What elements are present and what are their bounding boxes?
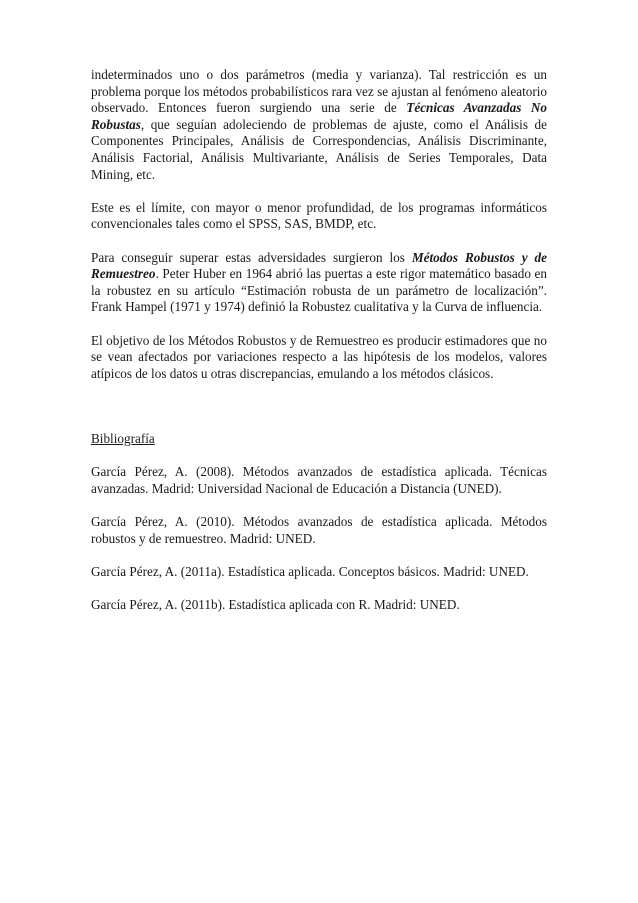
paragraph-text: Para conseguir superar estas adversidades surgieron los — [91, 249, 412, 265]
paragraph-text: indeterminados uno o dos parámetros (media y varianza). Tal restricción es un problema porque los métodos probabilísticos rara vez se ajustan al fenómeno aleatorio observado. Entonces fueron surgiendo una serie de — [91, 67, 547, 116]
emphasis-text: Técnicas Avanzadas No Robustas — [91, 100, 547, 132]
paragraph-text: . Peter Huber en 1964 abrió las puertas a este rigor matemático basado en la robustez en su artículo “Estimación robusta de un parámetro de localización”. Frank Hampel (1971 y 1974) definió la Robustez cualitativa y la Curva de influencia. — [91, 266, 547, 315]
paragraph-non-robust-techniques — [91, 67, 547, 183]
paragraph-robust-methods — [91, 250, 547, 316]
paragraph-software-limits: Este es el límite, con mayor o menor profundidad, de los programas informáticos convencionales tales como el SPSS, SAS, BMDP, etc. — [91, 199, 547, 232]
bibliography-entry: García Pérez, A. (2011b). Estadística aplicada con R. Madrid: UNED. — [91, 597, 460, 613]
bibliography-heading: Bibliografía — [91, 431, 155, 447]
emphasis-text: Métodos Robustos y de Remuestreo — [91, 249, 548, 282]
bibliography-entry: García Pérez, A. (2011a). Estadística aplicada. Conceptos básicos. Madrid: UNED. — [91, 564, 529, 580]
bibliography-entry: García Pérez, A. (2008). Métodos avanzados de estadística aplicada. Técnicas avanzadas. Madrid: Universidad Nacional de Educación a Distancia (UNED). — [91, 464, 547, 497]
paragraph-objective: El objetivo de los Métodos Robustos y de Remuestreo es producir estimadores que no se vean afectados por variaciones respecto a las hipótesis de los modelos, valores atípicos de los datos u otras discrepancias, emulando a los métodos clásicos. — [91, 332, 547, 381]
bibliography-entry: García Pérez, A. (2010). Métodos avanzados de estadística aplicada. Métodos robustos y de remuestreo. Madrid: UNED. — [91, 514, 547, 546]
paragraph-text: , que seguían adoleciendo de problemas de ajuste, como el Análisis de Componentes Principales, Análisis de Correspondencias, Análisis Discriminante, Análisis Factorial, Análisis Multivariante, Análisis de Series Temporales, Data Mining, etc. — [91, 116, 547, 182]
document-page — [91, 67, 547, 630]
